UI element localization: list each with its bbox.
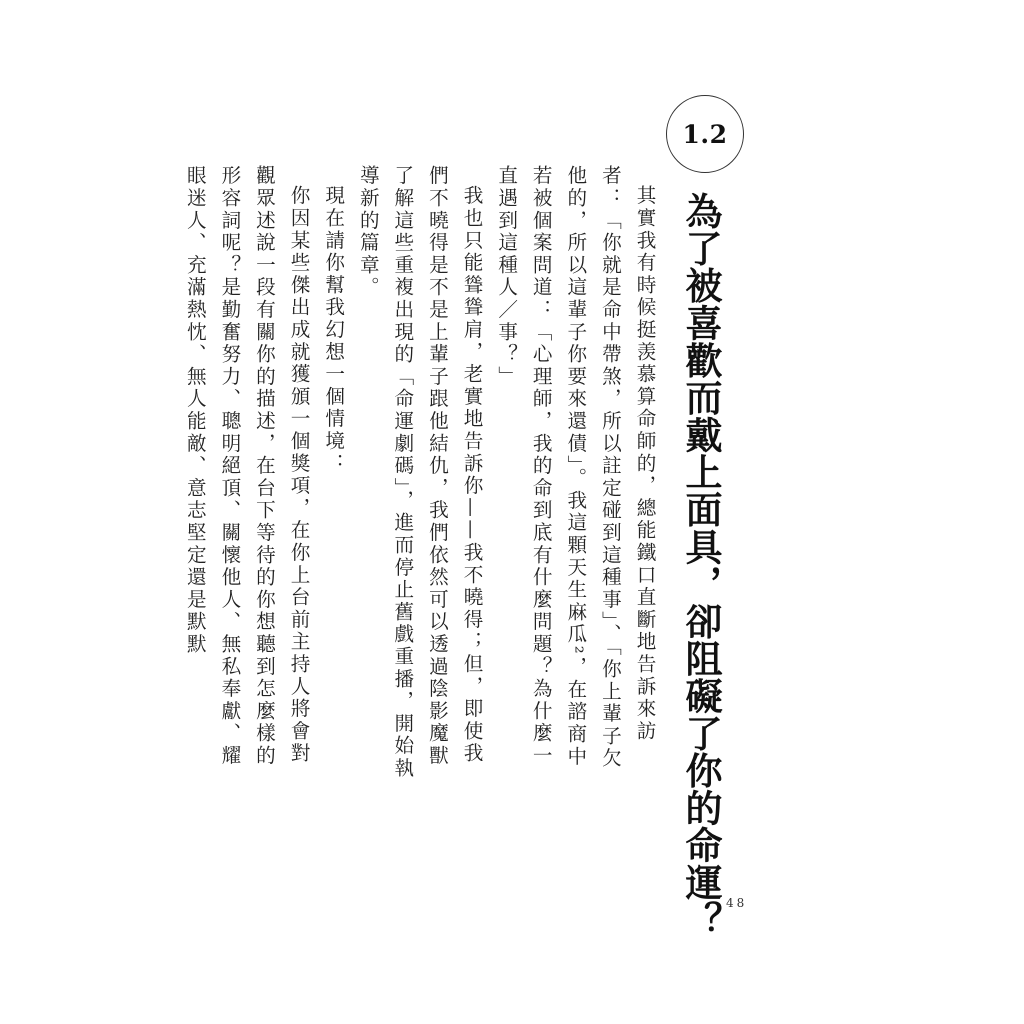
chapter-title: 為了被喜歡而戴上面具，卻阻礙了你的命運？ [679, 192, 723, 938]
paragraph: 現在請你幫我幻想一個情境： [321, 184, 345, 475]
section-number: 1.2 [682, 119, 728, 149]
paragraph: 其實我有時候挺羡慕算命師的，總能鐵口直斷地告訴來訪者：「你就是命中帶煞，所以註定碰到這種事」、「你上輩子欠他的，所以這輩子你要來還債」。我這顆天生麻瓜²，在諮商中若被個案問道：「心理師，我的命到底有什麼問題？為什麼一直遇到這種人／事？」 [494, 165, 656, 770]
section-number-badge [666, 95, 744, 173]
page-number: 48 [726, 896, 748, 910]
paragraph: 你因某些傑出成就獲頒一個獎項，在你上台前主持人將會對觀眾述說一段有關你的描述，在台下等待的你想聽到怎麼樣的形容詞呢？是勤奮努力、聰明絕頂、關懷他人、無私奉獻、耀眼迷人、充滿熱忱、無人能敵、意志堅定還是默默 [183, 165, 311, 768]
body-text [177, 165, 661, 780]
paragraph: 我也只能聳聳肩，老實地告訴你——我不曉得；但，即使我們不曉得是不是上輩子跟他結仇，我們依然可以透過陰影魔獸了解這些重複出現的「命運劇碼」，進而停止舊戲重播，開始執導新的篇章。 [356, 165, 484, 780]
